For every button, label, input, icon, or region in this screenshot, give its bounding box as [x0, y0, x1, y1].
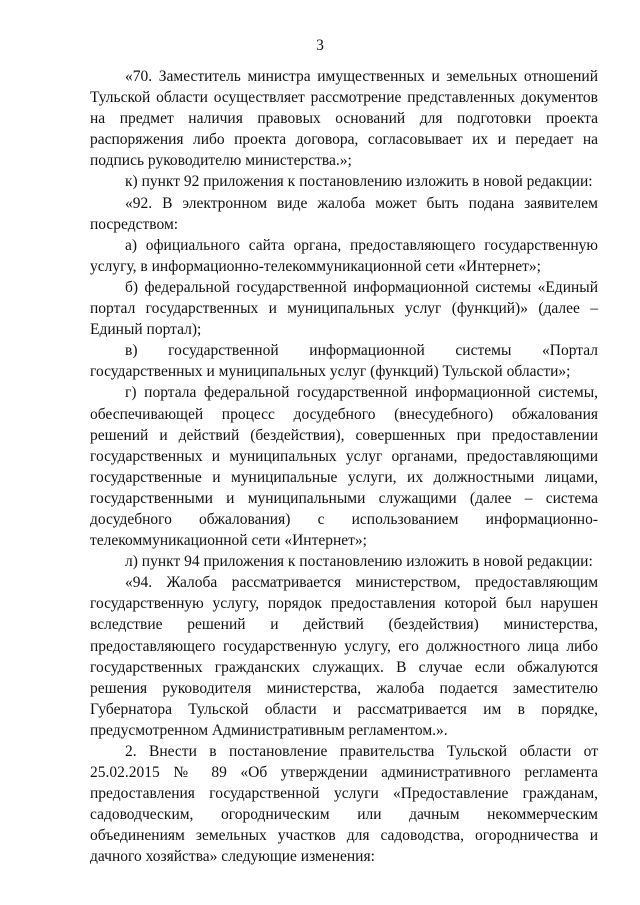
paragraph-amend-l: л) пункт 94 приложения к постановлению изложить в новой редакции:	[125, 553, 593, 571]
document-body	[90, 66, 598, 868]
paragraph-item-70: «70. Заместитель министра имущественных и земельных отношений Тульской области осуществляет рассмотрение представленных документов на предмет наличия правовых оснований для подготовки проекта распоряжения либо проекта договора, согласовывает их и передает на подпись руководителю министерства.»;	[90, 68, 598, 170]
paragraph-item-94: «94. Жалоба рассматривается министерством, предоставляющим государственную услугу, порядок предоставления которой был нарушен вследствие решений и действий (бездействия) министерства, предоставляющего государственную услугу, его должностного лица либо государственных гражданских служащих. В случае если обжалуются решения руководителя министерства, жалоба подается заместителю Губернатора Тульской области и рассматривается им в порядке, предусмотренном Административным регламентом.».	[90, 574, 598, 739]
page-number: 3	[316, 37, 324, 54]
paragraph-section-2: 2. Внести в постановление правительства Тульской области от 25.02.2015 № 89 «Об утверждении административного регламента предоставления государственной услуги «Предоставление гражданам, садоводческим, огородническим или дачным некоммерческим объединениям земельных участков для садоводства, огородничества и дачного хозяйства» следующие изменения:	[90, 743, 598, 866]
paragraph-amend-k: к) пункт 92 приложения к постановлению изложить в новой редакции:	[125, 173, 593, 191]
paragraph-subitem-b: б) федеральной государственной информационной системы «Единый портал государственных и муниципальных услуг (функций)» (далее – Единый портал);	[90, 278, 598, 339]
paragraph-subitem-a: а) официального сайта органа, предоставляющего государственную услугу, в информационно-телекоммуникационной сети «Интернет»;	[90, 236, 598, 275]
paragraph-subitem-v: в) государственной информационной системы «Портал государственных и муниципальных услуг (функций) Тульской области»;	[90, 342, 598, 381]
paragraph-item-92: «92. В электронном виде жалоба может быть подана заявителем посредством:	[90, 194, 598, 233]
paragraph-subitem-g: г) портала федеральной государственной информационной системы, обеспечивающей процесс досудебного (внесудебного) обжалования решений и действий (бездействия), совершенных при предоставлении государственных и муниципальных услуг органами, предоставляющими государственные и муниципальные услуги, их должностными лицами, государственными и муниципальными служащими (далее – система досудебного обжалования) с использованием информационно-телекоммуникационной сети «Интернет»;	[90, 384, 598, 550]
